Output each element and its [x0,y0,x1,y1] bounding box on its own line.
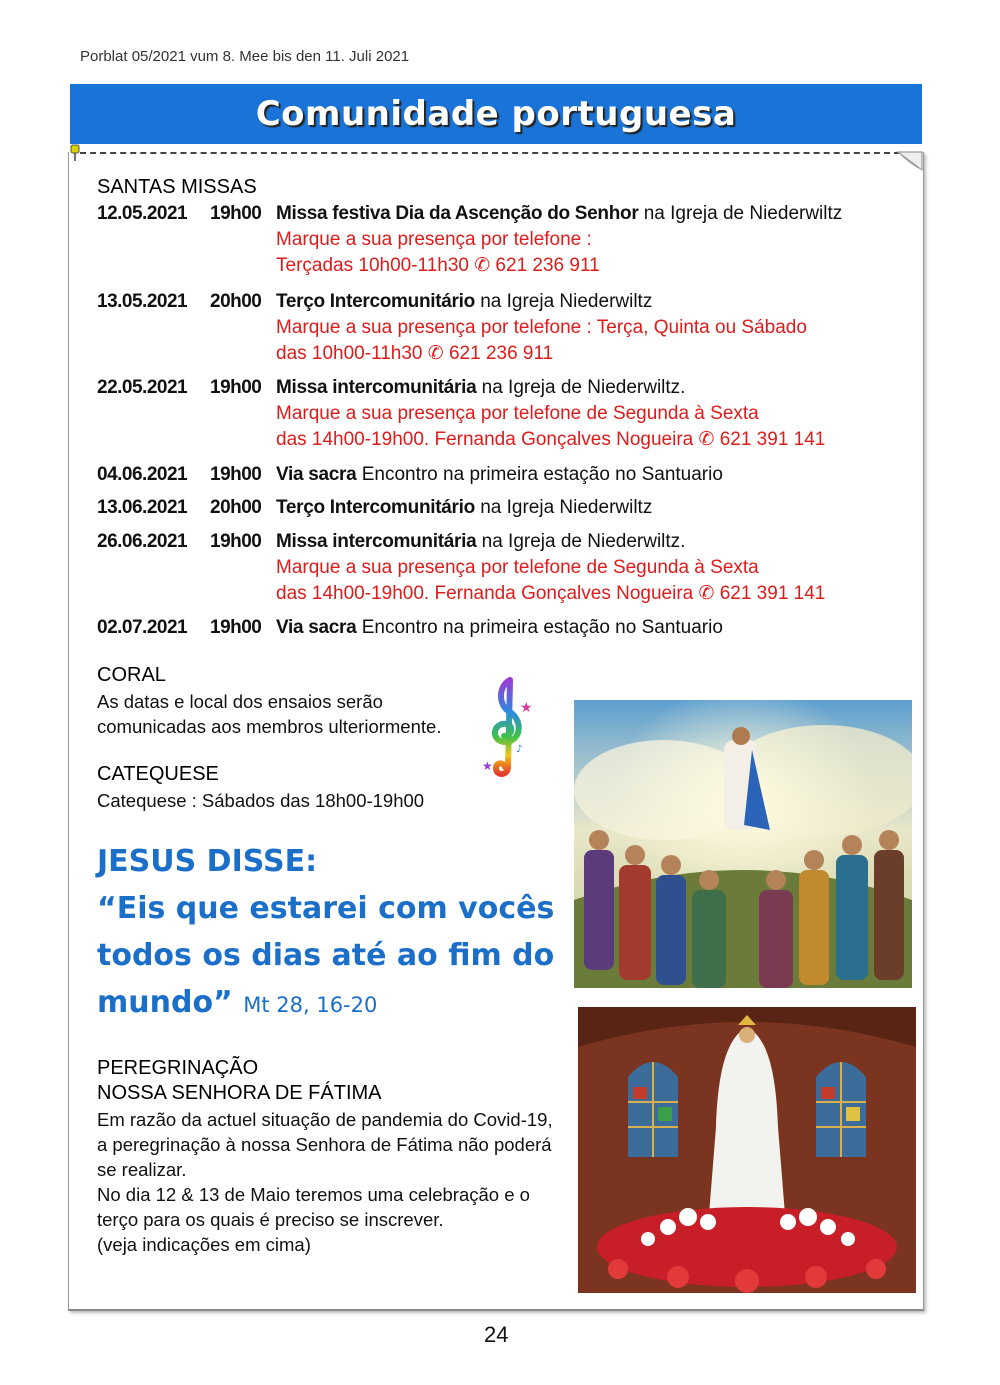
peregrinacao-line: terço para os quais é preciso se inscrever. [97,1209,444,1230]
mass-time: 19h00 [210,464,262,485]
mass-event: Terço Intercomunitário [276,497,475,518]
catequese-title: CATEQUESE [97,763,219,785]
mass-place: na Igreja de Niederwiltz. [476,531,686,552]
mass-place: na Igreja Niederwiltz [474,497,653,518]
peregrinacao-line: Em razão da actuel situação de pandemia do Covid-19, [97,1109,553,1130]
svg-text:★: ★ [520,700,533,716]
mass-event: Via sacra [276,464,357,485]
peregrinacao-line: se realizar. [97,1159,187,1180]
mass-date: 13.05.2021 [97,291,188,312]
mass-note: Terçadas 10h00-11h30 ✆ 621 236 911 [276,255,600,276]
mass-event: Missa intercomunitária [276,531,477,552]
svg-text:♪: ♪ [516,744,523,755]
mass-place: Encontro na primeira estação no Santuario [356,617,723,638]
mass-date: 22.05.2021 [97,377,188,398]
quote-line: “Eis que estarei com vocês [97,891,555,926]
mass-event: Terço Intercomunitário [276,291,475,312]
pushpin-icon [68,144,82,162]
bible-quote [97,838,554,1029]
page-number: 24 [484,1322,509,1347]
svg-text:★: ★ [482,759,493,773]
mass-date: 13.06.2021 [97,497,188,518]
coral-title: CORAL [97,664,166,686]
quote-line: todos os dias até ao fim do [97,938,555,973]
mass-time: 20h00 [210,291,262,312]
page-header: Porblat 05/2021 vum 8. Mee bis den 11. Juli 2021 [80,48,410,65]
mass-entry [97,201,842,279]
peregrinacao-title: PEREGRINAÇÃO [97,1057,259,1079]
mass-event: Missa festiva Dia da Ascenção do Senhor [276,203,639,224]
treble-clef-icon [480,672,536,782]
coral-line: comunicadas aos membros ulteriormente. [97,716,442,737]
mass-place: na Igreja de Niederwiltz [638,203,843,224]
dashed-divider [80,152,900,154]
mass-event: Via sacra [276,617,357,638]
quote-reference: Mt 28, 16-20 [243,993,378,1017]
mass-time: 19h00 [210,531,262,552]
peregrinacao-line: No dia 12 & 13 de Maio teremos uma celebração e o [97,1184,530,1205]
mass-note: Marque a sua presença por telefone de Segunda à Sexta [276,557,759,578]
peregrinacao-line: (veja indicações em cima) [97,1234,311,1255]
mass-time: 19h00 [210,203,262,224]
mass-date: 12.05.2021 [97,203,188,224]
mass-entry [97,495,652,521]
page-curl-icon [896,150,924,172]
mass-note: Marque a sua presença por telefone : [276,229,592,250]
mass-place: na Igreja de Niederwiltz. [476,377,686,398]
mass-entry [97,529,825,607]
peregrinacao-text [97,1107,553,1257]
coral-text [97,689,441,739]
section-banner [70,84,922,144]
santas-missas-title: SANTAS MISSAS [97,176,257,198]
mass-note: das 14h00-19h00. Fernanda Gonçalves Nogueira ✆ 621 391 141 [276,583,826,604]
coral-line: As datas e local dos ensaios serão [97,691,383,712]
quote-line: mundo” [97,985,233,1020]
ascension-painting [574,700,912,988]
mass-entry [97,462,723,488]
mass-entry [97,289,807,367]
mass-note: das 10h00-11h30 ✆ 621 236 911 [276,343,554,364]
mass-entry [97,375,825,453]
fatima-statue-photo [578,1007,916,1293]
catequese-text: Catequese : Sábados das 18h00-19h00 [97,790,425,811]
mass-note: Marque a sua presença por telefone de Segunda à Sexta [276,403,759,424]
mass-place: na Igreja Niederwiltz [474,291,653,312]
peregrinacao-subtitle: NOSSA SENHORA DE FÁTIMA [97,1082,382,1104]
mass-place: Encontro na primeira estação no Santuario [356,464,723,485]
mass-time: 20h00 [210,497,262,518]
mass-date: 04.06.2021 [97,464,188,485]
mass-note: Marque a sua presença por telefone : Terça, Quinta ou Sábado [276,317,807,338]
mass-date: 02.07.2021 [97,617,188,638]
mass-entry [97,615,723,641]
mass-time: 19h00 [210,617,262,638]
mass-time: 19h00 [210,377,262,398]
banner-title: Comunidade portuguesa [255,94,737,134]
mass-note: das 14h00-19h00. Fernanda Gonçalves Nogueira ✆ 621 391 141 [276,429,826,450]
quote-line: JESUS DISSE: [97,844,318,879]
mass-date: 26.06.2021 [97,531,188,552]
peregrinacao-line: a peregrinação à nossa Senhora de Fátima não poderá [97,1134,552,1155]
mass-event: Missa intercomunitária [276,377,477,398]
